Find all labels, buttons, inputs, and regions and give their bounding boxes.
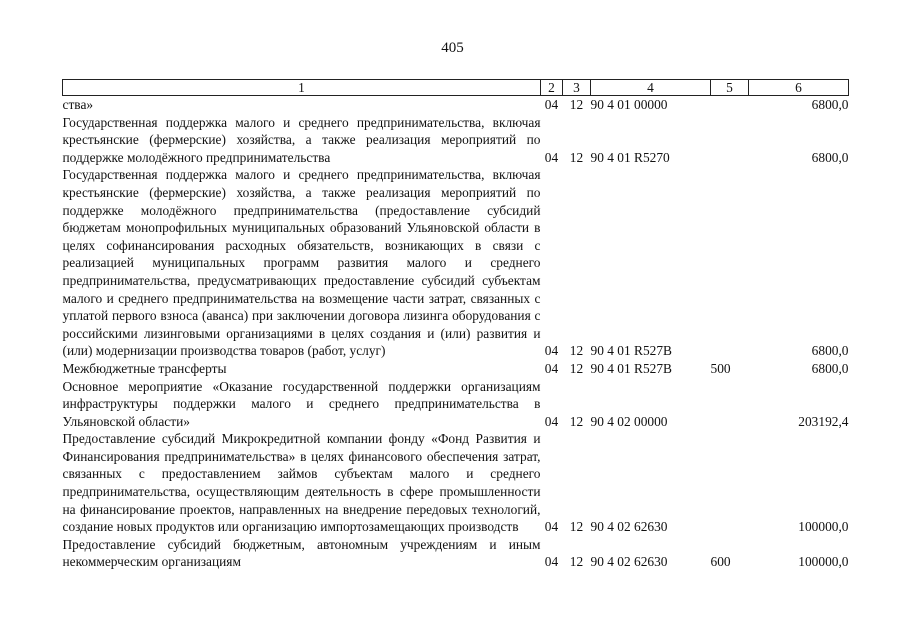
row-expense-type [711,430,749,536]
row-target-code: 90 4 02 62630 [590,519,668,535]
table-row [63,360,849,378]
row-subsection: 12 [569,413,584,429]
col-header-5: 5 [711,80,749,96]
table-row [63,114,849,167]
row-section: 04 [544,554,559,570]
row-description: Межбюджетные трансферты [62,360,227,376]
row-section: 04 [544,519,559,535]
row-subsection: 12 [569,149,584,165]
row-subsection: 12 [569,343,584,359]
row-expense-type [711,378,749,431]
table-row [63,166,849,360]
row-expense-type: 600 [710,554,731,570]
row-amount: 6800,0 [811,149,849,165]
table-row [63,536,849,571]
row-section: 04 [544,413,559,429]
row-target-code: 90 4 01 R527B [590,360,672,376]
row-description: Государственная поддержка малого и среднего предпринимательства, включая крестьянские (фермерские) хозяйства, а также реализация мероприятий по поддержке молодёжного предпринимательства [62,114,541,165]
row-amount: 6800,0 [811,343,849,359]
row-description: Государственная поддержка малого и среднего предпринимательства, включая крестьянские (фермерские) хозяйства, а также реализация мероприятий по поддержке молодёжного предпринимательства (предоставление субсидий бюджетам монопрофильных муниципальных образований Ульяновской области в целях софинансирования расходных обязательств, возникающих в связи с реализацией муниципальных программ развития малого и среднего предпринимательства, предусматривающих предоставление субсидий субъектам малого и среднего предпринимательства на возмещение части затрат, связанных с уплатой первого взноса (аванса) при заключении договора лизинга оборудования с российскими лизинговыми организациями в целях создания и (или) развития и (или) модернизации производства товаров (работ, услуг) [62,167,541,359]
row-expense-type [711,96,749,114]
col-header-1: 1 [63,80,541,96]
budget-table [62,79,849,571]
row-target-code: 90 4 01 00000 [590,97,668,112]
row-expense-type [711,166,749,360]
row-section: 04 [544,97,559,112]
row-section: 04 [544,360,559,376]
row-expense-type: 500 [710,360,731,376]
col-header-2: 2 [541,80,563,96]
row-amount: 6800,0 [811,360,849,376]
row-amount: 6800,0 [811,97,849,112]
row-section: 04 [544,343,559,359]
row-subsection: 12 [569,360,584,376]
table-header-row [63,80,849,96]
row-description: Основное мероприятие «Оказание государственной поддержки организациям инфраструктуры поддержки малого и среднего предпринимательства в Ульяновской области» [62,378,541,429]
table-row [63,430,849,536]
row-subsection: 12 [569,554,584,570]
row-subsection: 12 [569,97,584,112]
row-target-code: 90 4 02 00000 [590,413,668,429]
row-subsection: 12 [569,519,584,535]
row-description: Предоставление субсидий Микрокредитной компании фонду «Фонд Развития и Финансирования предпринимательства» в целях финансового обеспечения затрат, связанных с предоставлением займов субъектам малого и среднего предпринимательства, осуществляющим деятельность в сфере промышленности на финансирование проектов, направленных на внедрение передовых технологий, создание новых продуктов или организацию импортозамещающих производств [62,431,541,535]
col-header-3: 3 [563,80,591,96]
page-number: 405 [441,40,464,56]
row-target-code: 90 4 02 62630 [590,554,668,570]
row-description: ства» [62,97,94,112]
row-expense-type [711,114,749,167]
row-description: Предоставление субсидий бюджетным, автономным учреждениям и иным некоммерческим организациям [62,536,541,570]
row-amount: 100000,0 [798,519,849,535]
col-header-6: 6 [749,80,849,96]
table-row [63,378,849,431]
table-row [63,96,849,114]
row-target-code: 90 4 01 R527B [590,343,672,359]
row-target-code: 90 4 01 R5270 [590,149,670,165]
col-header-4: 4 [591,80,711,96]
row-amount: 100000,0 [798,554,849,570]
row-amount: 203192,4 [798,413,849,429]
row-section: 04 [544,149,559,165]
